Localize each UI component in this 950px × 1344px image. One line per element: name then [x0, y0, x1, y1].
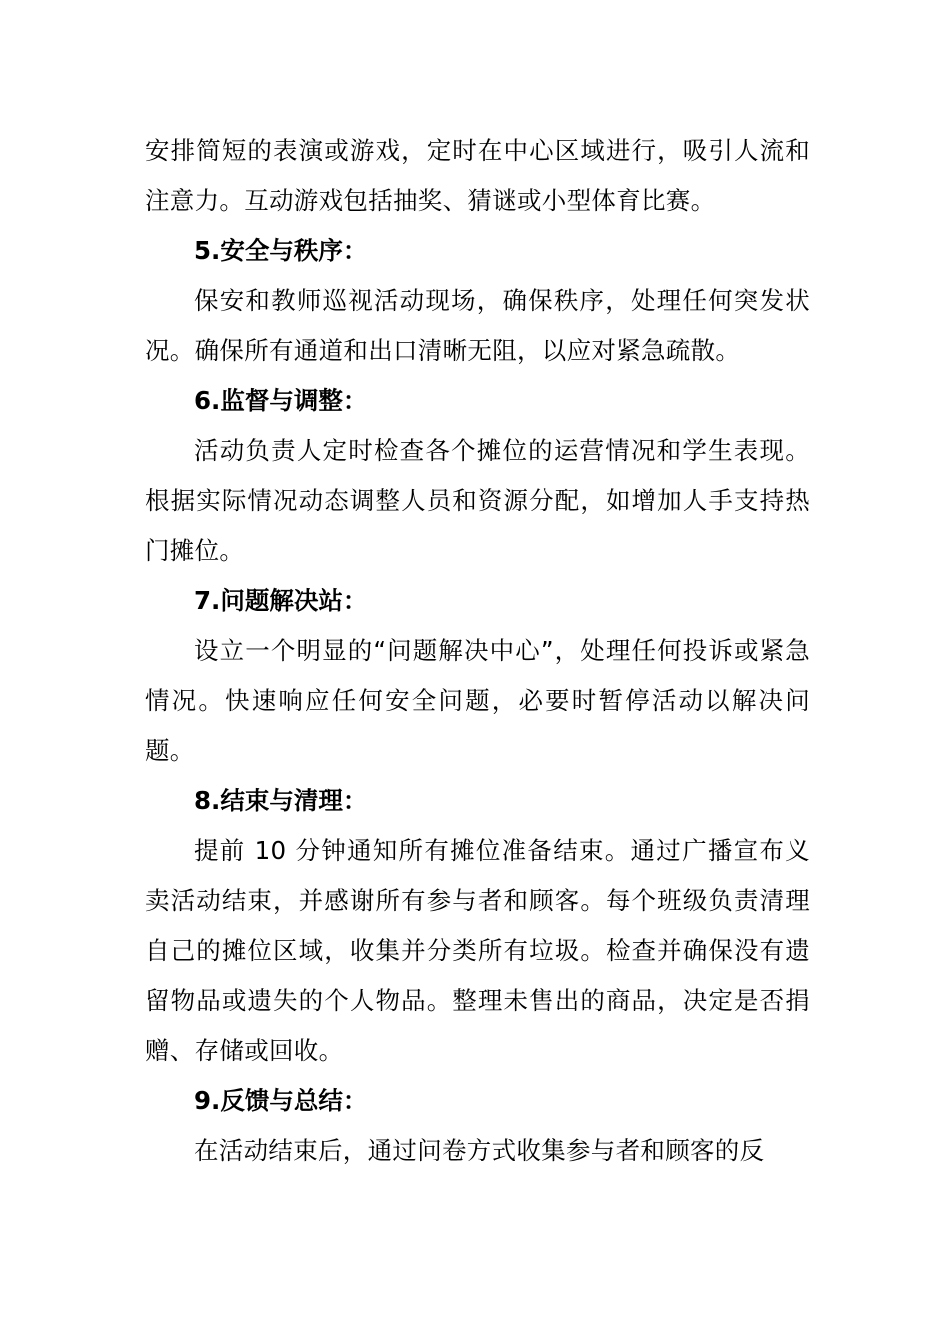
section-heading-feedback-summary: 9.反馈与总结： [194, 1086, 368, 1115]
section-heading-closing-cleanup: 8.结束与清理： [194, 786, 368, 815]
paragraph-closing-cleanup: 提前 10 分钟通知所有摊位准备结束。通过广播宣布义卖活动结束，并感谢所有参与者和顾客。每个班级负责清理自己的摊位区域，收集并分类所有垃圾。检查并确保没有遗留物品或遗失的个人物品。整理未售出的商品，决定是否捐赠、存储或回收。 [145, 836, 810, 1065]
paragraph-supervision: 活动负责人定时检查各个摊位的运营情况和学生表现。 根据实际情况动态调整人员和资源分配，如增加人手支持热门摊位。 [145, 436, 810, 565]
section-heading-supervision: 6.监督与调整： [194, 386, 368, 415]
document-body [145, 126, 810, 1176]
paragraph-problem-station: 设立一个明显的“问题解决中心”，处理任何投诉或紧急情况。快速响应任何安全问题，必要时暂停活动以解决问题。 [145, 636, 810, 765]
paragraph-feedback-summary: 在活动结束后，通过问卷方式收集参与者和顾客的反 [194, 1136, 765, 1165]
section-heading-problem-station: 7.问题解决站： [194, 586, 368, 615]
paragraph-performance-games: 安排简短的表演或游戏，定时在中心区域进行，吸引人流和注意力。互动游戏包括抽奖、猜谜或小型体育比赛。 [145, 136, 810, 215]
paragraph-safety-order: 保安和教师巡视活动现场，确保秩序，处理任何突发状况。确保所有通道和出口清晰无阻，以应对紧急疏散。 [145, 286, 810, 365]
section-heading-safety-order: 5.安全与秩序： [194, 236, 368, 265]
